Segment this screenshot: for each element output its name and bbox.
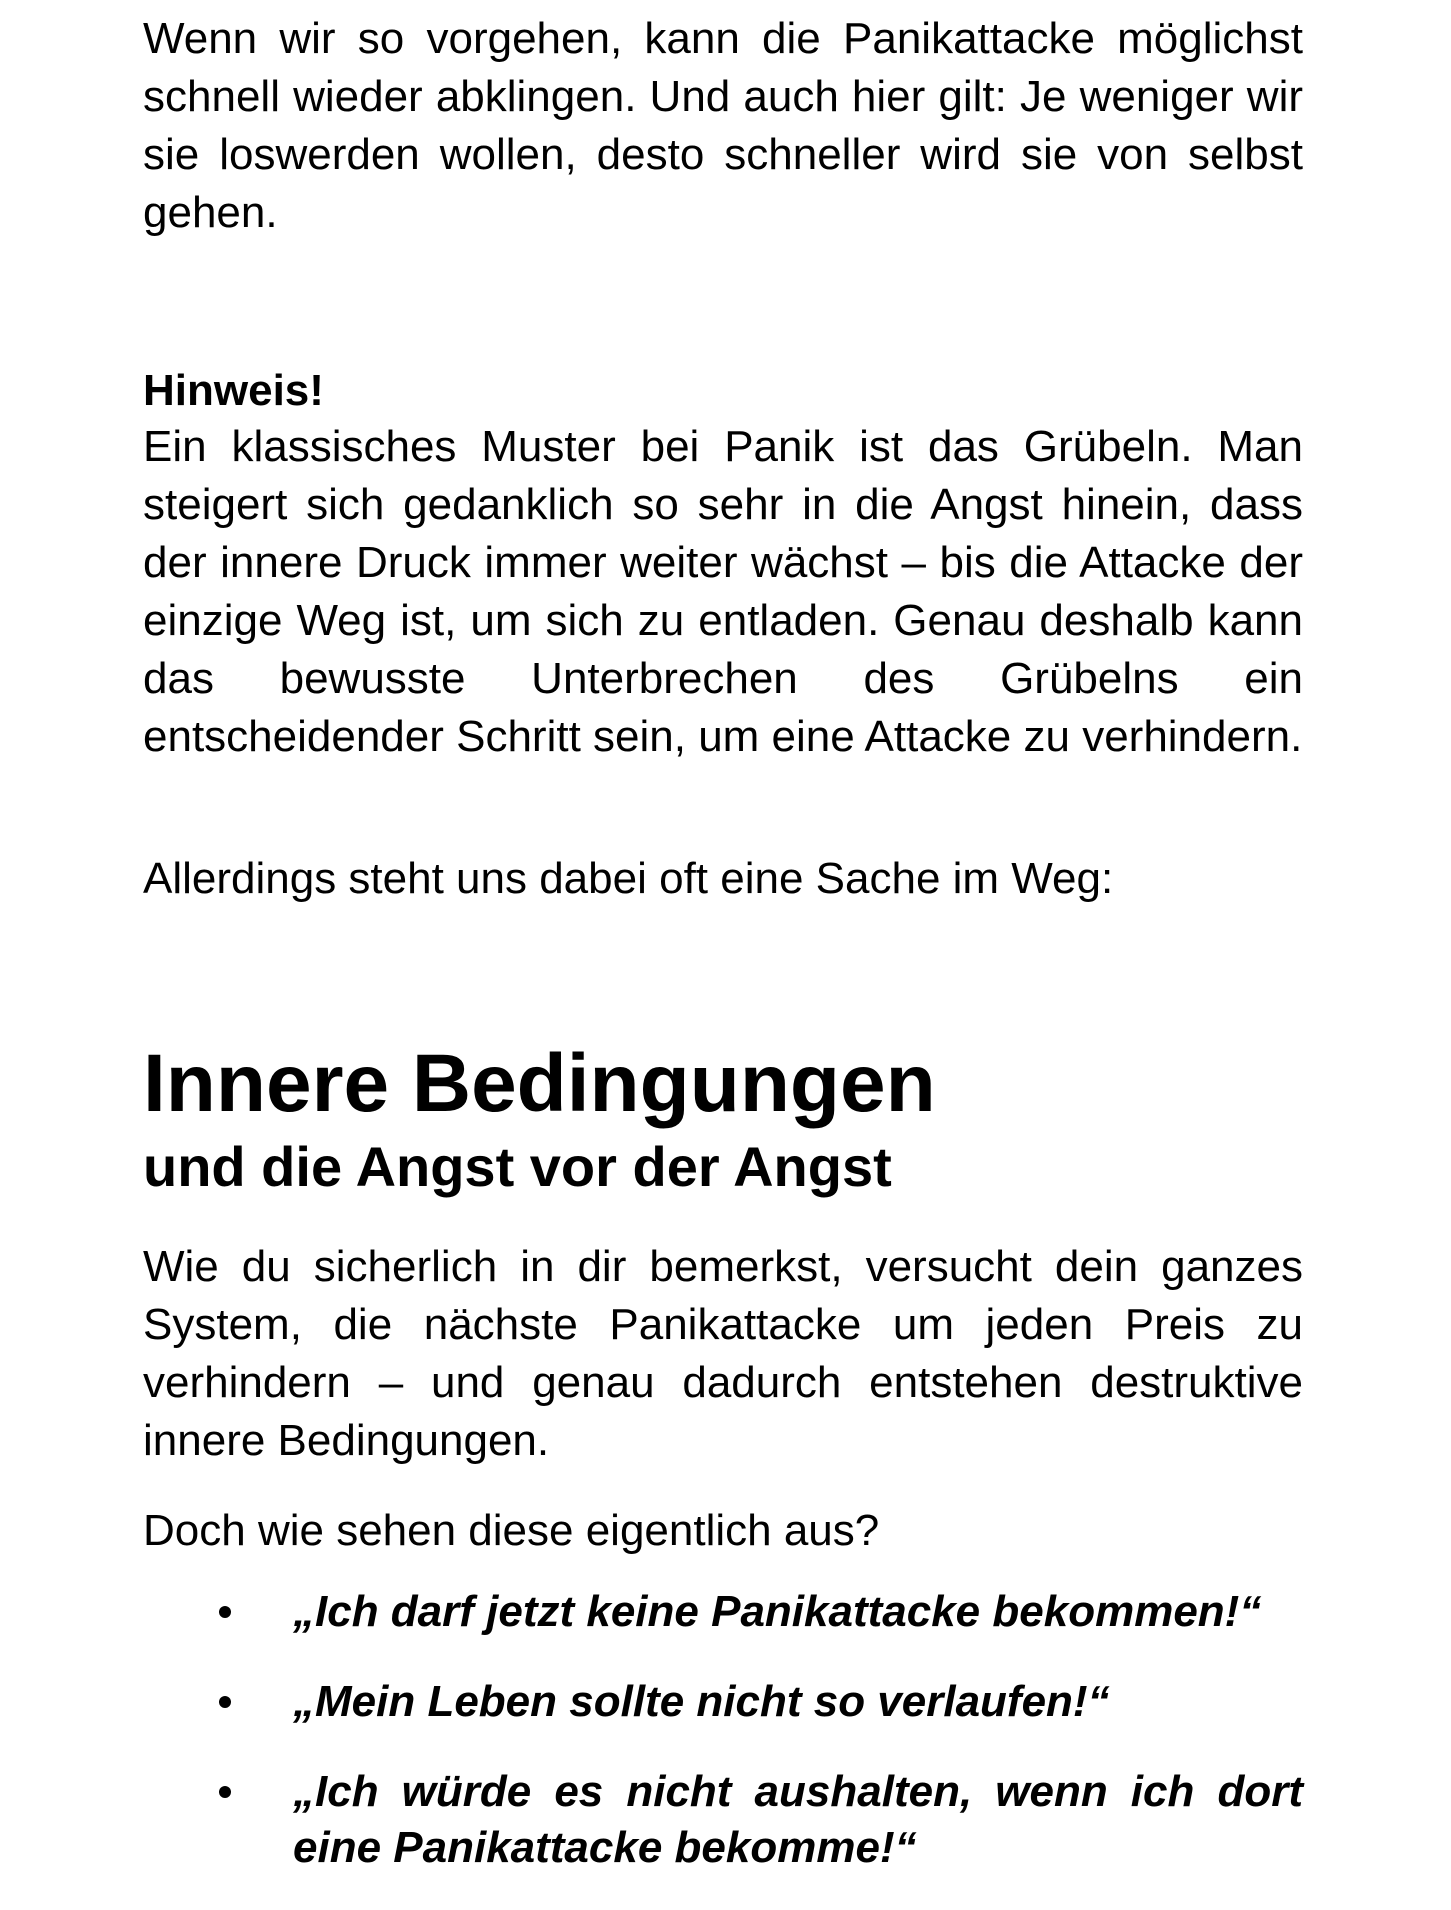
quote-text: „Mein Leben sollte nicht so verlaufen!“ — [293, 1677, 1110, 1726]
paragraph-transition: Allerdings steht uns dabei oft eine Sache im Weg: — [143, 854, 1114, 903]
list-item — [143, 1584, 1303, 1640]
section-subtitle: und die Angst vor der Angst — [143, 1135, 892, 1198]
list-item — [143, 1764, 1303, 1876]
quote-text: „Ich darf jetzt keine Panikattacke bekommen!“ — [293, 1587, 1262, 1636]
quote-text: „Ich würde es nicht aushalten, wenn ich dort eine Panikattacke bekomme!“ — [293, 1767, 1303, 1872]
section-title: Innere Bedingungen — [143, 1038, 936, 1129]
paragraph-note: Ein klassisches Muster bei Panik ist das Grübeln. Man steigert sich gedanklich so sehr in die Angst hinein, dass der innere Druck immer weiter wächst – bis die Attacke der einzige Weg ist, um sich zu entladen. Genau deshalb kann das bewusste Unterbrechen des Grübelns ein entscheidender Schritt sein, um eine Attacke zu verhindern. — [143, 422, 1303, 761]
paragraph-question: Doch wie sehen diese eigentlich aus? — [143, 1506, 880, 1555]
quote-list — [143, 1584, 1303, 1910]
list-item — [143, 1674, 1303, 1730]
bullet-icon — [219, 1786, 231, 1798]
bullet-icon — [219, 1606, 231, 1618]
note-heading: Hinweis! — [143, 366, 324, 415]
bullet-icon — [219, 1696, 231, 1708]
paragraph-intro: Wenn wir so vorgehen, kann die Panikattacke möglichst schnell wieder abklingen. Und auch hier gilt: Je weniger wir sie loswerden wollen, desto schneller wird sie von selbst gehen. — [143, 14, 1303, 237]
paragraph-system: Wie du sicherlich in dir bemerkst, versucht dein ganzes System, die nächste Panikattacke um jeden Preis zu verhindern – und genau dadurch entstehen destruktive innere Bedingungen. — [143, 1242, 1303, 1465]
